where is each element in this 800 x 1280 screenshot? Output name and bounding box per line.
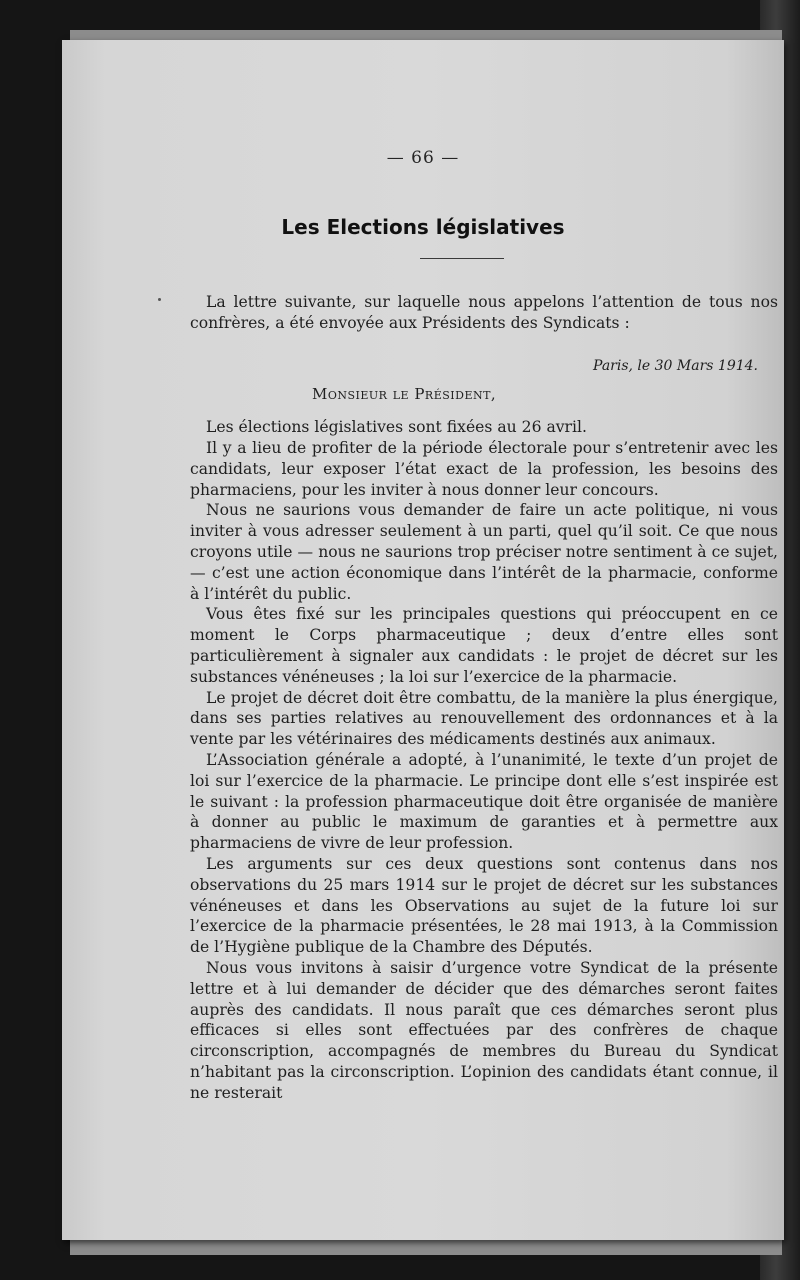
- page-title: Les Elections législatives: [281, 215, 565, 239]
- margin-mark: [158, 298, 161, 301]
- document-page: [62, 40, 784, 1240]
- paragraph: Nous ne saurions vous demander de faire un acte politique, ni vous inviter à vous adresser seulement à un parti, quel qu’il soit. Ce que nous croyons utile — nous ne saurions trop préciser notre sentiment à ce sujet, — c’est une action économique dans l’intérêt de la pharmacie, conforme à l’intérêt du public.: [190, 501, 778, 603]
- title-divider: [420, 258, 504, 259]
- paragraph: Les arguments sur ces deux questions sont contenus dans nos observations du 25 mars 1914 sur le projet de décret sur les substances vénéneuses et dans les Observations au sujet de la future loi sur l’exercice de la pharmacie présentées, le 28 mai 1913, à la Commission de l’Hygiène publique de la Chambre des Députés.: [190, 854, 778, 957]
- paragraph: Le projet de décret doit être combattu, de la manière la plus énergique, dans ses parties relatives au renouvellement des ordonnances et à la vente par les vétérinaires des médicaments destinés aux animaux.: [190, 688, 778, 749]
- paragraph: Nous vous invitons à saisir d’urgence votre Syndicat de la présente lettre et à lui demander de décider que des démarches seront faites auprès des candidats. Il nous paraît que ces démarches seront plus efficaces si elles sont effectuées par des confrères de chaque circonscription, accompagnés de membres du Bureau du Syndicat n’habitant pas la circonscription. L’opinion des candidats étant connue, il ne resterait: [190, 958, 778, 1102]
- dateline: Paris, le 30 Mars 1914.: [593, 357, 758, 374]
- paragraph: Vous êtes fixé sur les principales questions qui préoccupent en ce moment le Corps pharmaceutique ; deux d’entre elles sont particulièrement à signaler aux candidats : le projet de décret sur les substances vénéneuses ; la loi sur l’exercice de la pharmacie.: [190, 605, 778, 686]
- salutation: Monsieur le Président,: [312, 385, 497, 404]
- intro-paragraph: La lettre suivante, sur laquelle nous appelons l’attention de tous nos confrères, a été envoyée aux Présidents des Syndicats :: [190, 293, 778, 332]
- paragraph: Les élections législatives sont fixées au 26 avril.: [206, 418, 587, 437]
- letter-body: [190, 292, 778, 1103]
- page-number: — 66 —: [386, 148, 460, 168]
- paragraph: Il y a lieu de profiter de la période électorale pour s’entretenir avec les candidats, leur exposer l’état exact de la profession, les besoins des pharmaciens, pour les inviter à nous donner leur concours.: [190, 438, 778, 499]
- paragraph: L’Association générale a adopté, à l’unanimité, le texte d’un projet de loi sur l’exercice de la pharmacie. Le principe dont elle s’est inspirée est le suivant : la profession pharmaceutique doit être organisée de manière à donner au public le maximum de garanties et à permettre aux pharmaciens de vivre de leur profession.: [190, 750, 778, 853]
